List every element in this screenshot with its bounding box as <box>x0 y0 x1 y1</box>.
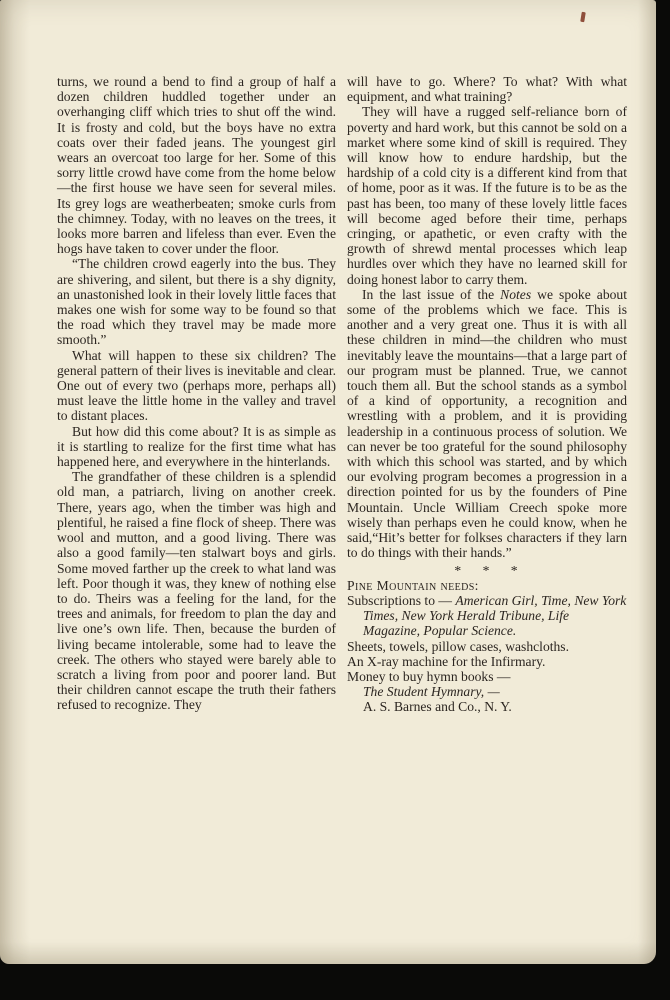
needs-item <box>347 639 627 654</box>
paragraph <box>57 74 336 256</box>
italic-text-run: American Girl, Time, New York Times, New York Herald Tribune, Life Magazine, Popular Science. <box>363 592 627 639</box>
text-run: An X-ray machine for the Infirmary. <box>347 653 546 669</box>
text-run: Sheets, towels, pillow cases, washcloths. <box>347 638 570 654</box>
text-run: In the last issue of the <box>362 286 501 302</box>
italic-text-run: The Student Hymnary, — <box>363 684 500 700</box>
paragraph <box>347 287 627 561</box>
needs-item <box>347 699 627 714</box>
right-column-paragraphs <box>347 74 627 561</box>
section-separator: * * * <box>454 562 520 578</box>
needs-item <box>347 593 627 639</box>
needs-item <box>347 654 627 669</box>
text-run: Money to buy hymn books — <box>347 668 511 684</box>
text-run: But how did this come about? It is as simple as it is startling to realize for the first time what has happened here, and everywhere in the hinterlands. <box>57 423 336 470</box>
text-run: A. S. Barnes and Co., N. Y. <box>363 699 512 715</box>
text-run: “The children crowd eagerly into the bus. They are shivering, and silent, but there is a shy dignity, an unastonished look in their lovely little faces that makes one wish for some way to be found so that the road which they travel may be made more smooth.” <box>57 256 336 348</box>
paragraph <box>57 424 336 470</box>
page-content <box>57 74 627 715</box>
needs-heading: Pine Mountain needs: <box>347 577 479 593</box>
needs-item <box>347 669 627 684</box>
paragraph <box>57 348 336 424</box>
paragraph <box>347 104 627 286</box>
paragraph <box>57 256 336 347</box>
text-run: The grandfather of these children is a splendid old man, a patriarch, living on another creek. There, years ago, when the timber was high and plentiful, he raised a fine flock of sheep. There was wool and mutton, and a good living. There was also a good family—ten stalwart boys and girls. Some moved farther up the creek to what land was left. Poor though it was, they knew of nothing else to do. Theirs was a feeling for the land, for the trees and animals, for freedom to plan the day and live one’s own life. Then, because the burden of living became intolerable, some had to leave the creek. The others who stayed were barely able to scratch a living from poor and poorer land. But their children cannot escape the truth their fathers refused to recognize. They <box>57 469 336 713</box>
needs-item <box>347 684 627 699</box>
italic-text-run: Notes <box>500 286 532 302</box>
paragraph <box>57 469 336 712</box>
text-run: They will have a rugged self-reliance born of poverty and hard work, but this cannot be sold on a market where some kind of skill is required. They will know how to endure hardship, but the hardship of a cold city is a different kind from that of home, poor as it was. If the future is to be as the past has been, too many of these lovely little faces will become aged before their time, perhaps cringing, or apathetic, or even crafty with the growth of shrewd mental processes which leap hurdles over which they have no learned skill for doing honest labor to carry them. <box>347 104 627 287</box>
text-run: What will happen to these six children? The general pattern of their lives is inevitable and clear. One out of every two (perhaps more, perhaps all) must leave the little home in the valley and travel to distant places. <box>57 347 336 424</box>
left-column <box>57 74 336 715</box>
text-run: we spoke about some of the problems which we face. This is another and a very great one. Thus it is with all these children in mind—the children who must inevitably leave the mountains—that a large part of our program must be planned. True, we cannot touch them all. But the school stands as a symbol of a kind of opportunity, a recognition and wrestling with a problem, and it is providing leadership in a continuous process of solution. We can never be too grateful for the sound philosophy with which this school was started, and by which our evolving program becomes a progression in a direction pointed for us by the founders of Pine Mountain. Uncle William Creech spoke more wisely than perhaps even he could know, when he said,“Hit’s better for folkses characters if they larn to do things with their hands.” <box>347 286 627 561</box>
text-run: will have to go. Where? To what? With what equipment, and what training? <box>347 74 627 105</box>
needs-list <box>347 593 627 715</box>
text-run: turns, we round a bend to find a group of half a dozen children huddled together under an overhanging cliff which tries to shut off the wind. It is frosty and cold, but the boys have no extra coats over their faded jeans. The youngest girl wears an overcoat too large for her. Some of this sorry little crowd have come from the home below—the first house we have seen for several miles. Its grey logs are weatherbeaten; smoke curls from the chimney. Today, with no leaves on the trees, it looks more barren and lifeless than ever. Even the hogs have taken to cover under the floor. <box>57 74 336 257</box>
paragraph <box>347 74 627 104</box>
text-run: Subscriptions to — <box>347 592 456 608</box>
right-column <box>347 74 627 715</box>
